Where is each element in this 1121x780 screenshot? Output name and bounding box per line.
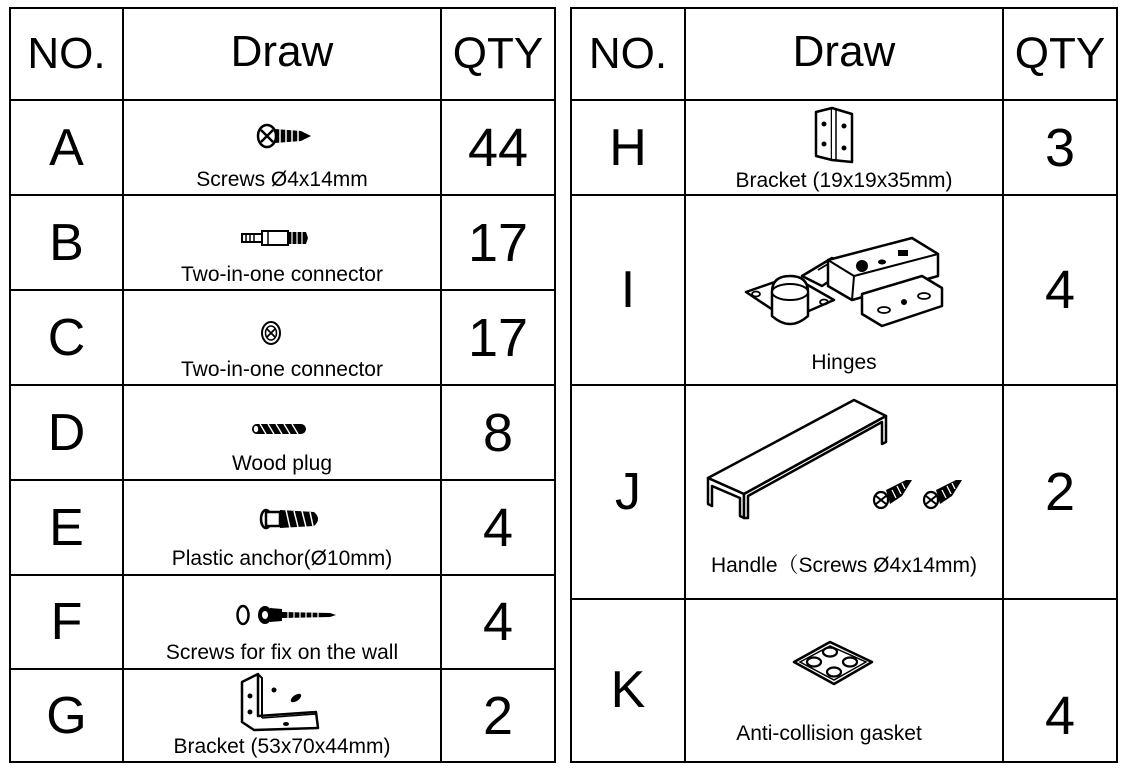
large-bracket-icon [238,672,322,732]
wall-screw-icon [234,602,338,628]
right-header-qty: QTY [1014,29,1106,78]
part-caption: Handle（Screws Ø4x14mm) [710,554,978,577]
wall-anchor-icon [258,504,324,534]
part-letter: E [49,498,84,557]
right-header-no: NO. [588,29,668,78]
left-header-draw: Draw [230,27,334,76]
part-letter: H [609,118,647,177]
part-caption: Two-in-one connector [181,358,383,381]
gasket-icon [790,638,876,688]
part-quantity: 4 [482,497,514,558]
hinge-icon [742,236,946,340]
part-letter: K [610,661,646,719]
part-letter: A [49,118,84,177]
part-caption: Anti-collision gasket [736,722,922,745]
part-caption: Bracket (53x70x44mm) [173,735,391,758]
part-caption: Hinges [811,351,877,374]
part-quantity: 3 [1044,117,1076,178]
screw-icon [872,476,916,510]
connector-bolt-icon [240,228,310,248]
part-letter: G [46,686,87,745]
part-caption: Wood plug [231,452,333,475]
part-quantity: 8 [482,402,514,463]
screw-icon [922,476,966,510]
part-caption: Screws for fix on the wall [165,641,399,664]
part-quantity: 4 [482,592,514,652]
part-letter: I [620,261,636,319]
cam-lock-icon [259,320,283,346]
part-caption: Screws Ø4x14mm [196,168,368,191]
part-quantity: 17 [467,212,529,273]
part-quantity: 17 [467,307,529,368]
left-header-no: NO. [27,29,106,78]
right-header-draw: Draw [792,27,896,76]
wood-dowel-icon [250,421,310,437]
part-letter: B [49,213,84,272]
part-caption: Plastic anchor(Ø10mm) [171,547,393,570]
handle-icon [704,396,890,522]
screw-icon [255,120,315,152]
part-quantity: 44 [467,117,529,178]
small-bracket-icon [812,106,858,164]
part-letter: C [47,308,86,367]
left-header-qty: QTY [452,29,544,78]
part-letter: F [50,593,83,651]
part-letter: D [47,403,86,462]
part-letter: J [615,463,641,521]
part-quantity: 2 [1044,462,1076,522]
part-quantity: 4 [1044,685,1076,746]
part-caption: Bracket (19x19x35mm) [735,169,953,192]
part-caption: Two-in-one connector [181,263,383,286]
part-quantity: 4 [1044,260,1076,320]
part-quantity: 2 [482,685,514,746]
